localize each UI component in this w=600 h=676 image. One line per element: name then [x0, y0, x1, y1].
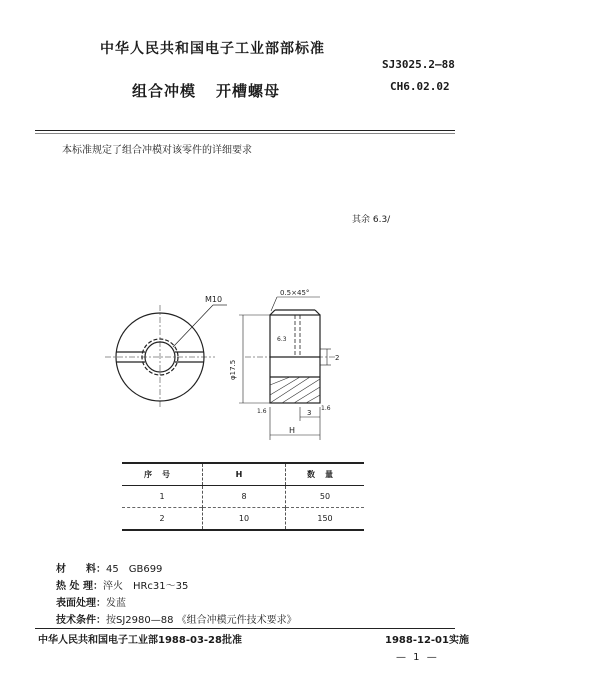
roughness-c: 6.3: [277, 336, 287, 343]
header-rule-thin: [35, 133, 455, 134]
size-table: [122, 462, 364, 531]
surface-finish-note: [352, 212, 390, 225]
heat-treatment-line: [56, 577, 188, 592]
header-qty: 数量: [307, 470, 343, 479]
footer-rule: [35, 628, 455, 629]
row-h: 8: [203, 486, 286, 508]
material-line: [56, 560, 162, 575]
technical-conditions-line: [56, 611, 297, 626]
height-label: H: [289, 426, 296, 435]
surface-finish-text: 其余 6.3/: [352, 215, 391, 225]
row-index: 2: [159, 514, 165, 523]
scope-statement: 本标准规定了组合冲模对该零件的详细要求: [62, 145, 252, 156]
row-qty: 50: [319, 492, 331, 501]
roughness-b: 1.6: [321, 405, 331, 412]
tech-label: 技术条件：: [56, 615, 106, 626]
section-hatch: [270, 377, 320, 403]
surface-value: 发蓝: [106, 598, 126, 609]
slot-width-label: 2: [335, 354, 340, 362]
table-row: [122, 486, 364, 508]
header-index: 序号: [144, 470, 180, 479]
roughness-a: 1.6: [257, 408, 267, 415]
part-drawing: [95, 285, 365, 445]
approval-note: 中华人民共和国电子工业部1988-03-28批准: [38, 635, 242, 646]
row-qty: 150: [317, 514, 333, 523]
heat-label: 热 处 理：: [56, 581, 103, 592]
front-view: [105, 305, 227, 409]
slot-depth-label: 3: [307, 409, 312, 417]
row-index: 1: [159, 492, 165, 501]
material-label: 材 料：: [56, 564, 106, 575]
row-h: 10: [203, 508, 286, 531]
part-code: CH6.02.02: [390, 80, 450, 93]
chamfer-label: 0.5×45°: [280, 289, 310, 297]
header-rule: [35, 130, 455, 131]
surface-label: 表面处理：: [56, 598, 106, 609]
header-h: H: [203, 463, 286, 486]
heat-value: 淬火 HRc31～35: [102, 581, 189, 592]
diameter-label: φ17.5: [229, 359, 237, 380]
standard-number: SJ3025.2—88: [382, 58, 455, 71]
document-title: [132, 80, 280, 101]
table-header-row: [122, 463, 364, 486]
ministry-standard-heading: 中华人民共和国电子工业部部标准: [100, 41, 325, 57]
effective-date: 1988-12-01实施: [385, 635, 469, 646]
surface-treatment-line: [56, 594, 126, 609]
side-view: [245, 310, 335, 403]
thread-label: M10: [205, 295, 223, 304]
tech-value: 按SJ2980—88 《组合冲模元件技术要求》: [106, 615, 297, 626]
title-sub: 开槽螺母: [216, 82, 281, 100]
material-value: 45 GB699: [106, 564, 163, 575]
dimension-lines: [239, 297, 331, 440]
title-main: 组合冲模: [132, 82, 197, 100]
page-number: — 1 —: [396, 652, 439, 663]
table-row: [122, 508, 364, 531]
